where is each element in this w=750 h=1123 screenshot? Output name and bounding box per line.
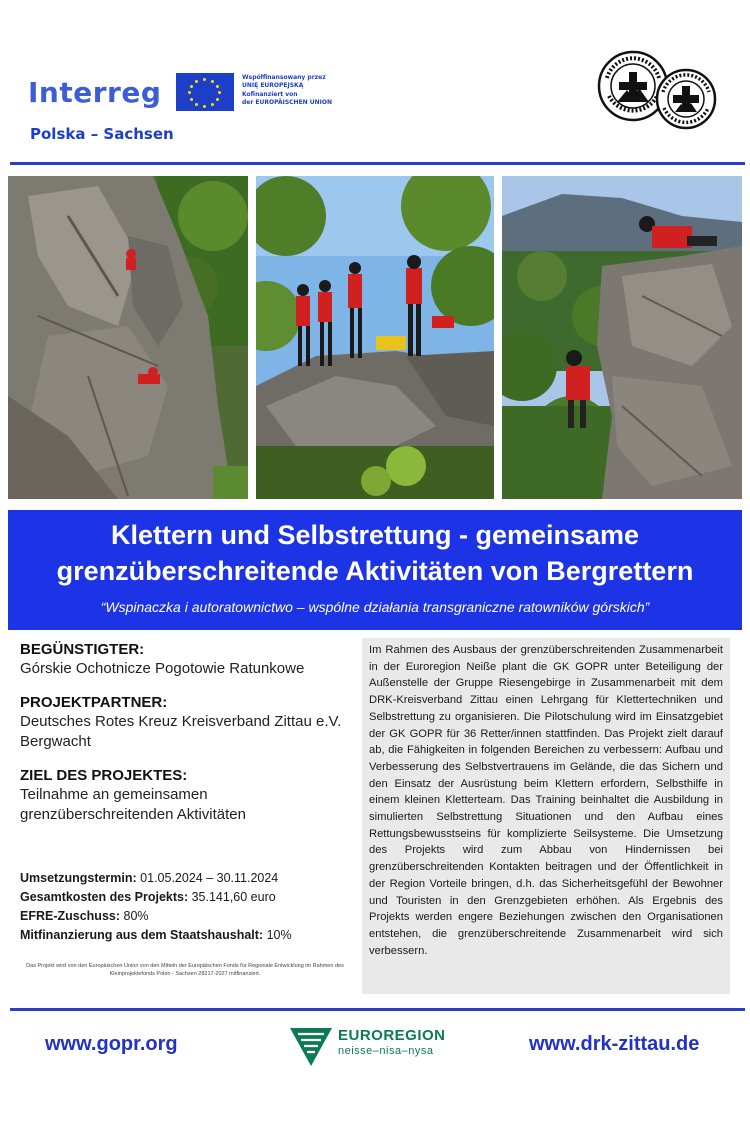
project-facts — [20, 869, 350, 945]
partner-heading: PROJEKTPARTNER: — [20, 694, 168, 711]
fact-value: 35.141,60 euro — [188, 890, 276, 904]
euroregion-subtitle: neisse–nisa–nysa — [338, 1045, 434, 1057]
header-divider — [10, 162, 745, 165]
rock-climbers-photo — [8, 176, 248, 499]
title-banner — [8, 510, 742, 630]
drk-bergwacht-seal-icon — [655, 68, 717, 130]
gopr-website-link[interactable]: www.gopr.org — [45, 1033, 178, 1055]
fact-label: EFRE-Zuschuss: — [20, 909, 121, 923]
eu-line: der EUROPÄISCHEN UNION — [242, 99, 333, 106]
fact-value: 01.05.2024 – 30.11.2024 — [136, 871, 279, 885]
project-info — [20, 640, 350, 839]
euroregion-logo-icon — [288, 1024, 334, 1068]
fact-value: 80% — [120, 909, 149, 923]
beneficiary-section — [20, 640, 350, 679]
fact-row — [20, 888, 350, 907]
eu-cofinancing-text — [242, 74, 352, 107]
partner-section — [20, 693, 350, 752]
fact-row — [20, 869, 350, 888]
eu-line: UNIĘ EUROPEJSKĄ — [242, 82, 304, 89]
euroregion-title: EUROREGION — [338, 1027, 446, 1044]
goal-heading: ZIEL DES PROJEKTES: — [20, 767, 188, 784]
polish-subtitle: “Wspinaczka i autoratownictwo – wspólne działania transgraniczne ratowników górskich” — [100, 599, 650, 615]
drk-website-link[interactable]: www.drk-zittau.de — [529, 1033, 700, 1055]
description-panel — [362, 638, 730, 994]
funding-note: Das Projekt wird von den Europäischen Union von den Mitteln der Europäischen Fonds für Regionale Entwicklung im Rahmen des Kleinprojektefonds Polen - Sachsen 28217-2027 mitfinanziert. — [26, 963, 344, 977]
fact-label: Gesamtkosten des Projekts: — [20, 890, 189, 904]
title-line-2: grenzüberschreitende Aktivitäten von Bergrettern — [56, 556, 694, 586]
beneficiary-heading: BEGÜNSTIGTER: — [20, 641, 145, 658]
fact-label: Mitfinanzierung aus dem Staatshaushalt: — [20, 928, 264, 942]
beneficiary-value: Górskie Ochotnicze Pogotowie Ratunkowe — [20, 660, 305, 677]
eu-line: Kofinanziert von — [242, 91, 298, 98]
climbers-on-rock-edge-photo — [502, 176, 742, 499]
eu-line: Współfinansowany przez — [242, 74, 326, 81]
photo-strip — [8, 176, 742, 499]
eu-flag-icon — [176, 73, 234, 111]
title-line-1: Klettern und Selbstrettung - gemeinsame — [110, 520, 640, 550]
goal-value: Teilnahme an gemeinsamen grenzüberschreitenden Aktivitäten — [20, 786, 246, 823]
rescue-team-on-summit-photo — [256, 176, 494, 499]
fact-label: Umsetzungstermin: — [20, 871, 137, 885]
fact-value: 10% — [263, 928, 292, 942]
header — [0, 0, 750, 165]
interreg-logo: Interreg — [28, 76, 162, 109]
partner-value: Deutsches Rotes Kreuz Kreisverband Zittau e.V. Bergwacht — [20, 713, 342, 750]
project-description: Im Rahmen des Ausbaus der grenzüberschreitenden Zusammenarbeit in der Euroregion Neiße plant die GK GOPR unter Beteiligung der Außenstelle der Gruppe Riesengebirge in Zusammenarbeit mit dem DRK-Kreisverband Zittau einen Lehrgang für Klettertechniken und Selbstrettung zu organisieren. Die Pilotschulung wird im Einsatzgebiet der GK GOPR für 36 Retter/innen stattfinden. Das Projekt zielt darauf ab, die Fähigkeiten in folgenden Bereichen zu verbessern: Aufbau und Verbesserung des Selbstvertrauens im Gelände, die das Sichern und den Einsatz der Ausrüstung beim Klettern erfordern, Selbsthilfe in einem kleinen Kletterteam. Das Training beinhaltet die Ausbildung in simulierten Selbstrettung Situationen und den Aufbau eines Rettungsbewusstseins für komplizierte Seilsysteme. Die Umsetzung des Projekts wird zum Abbau von Hindernissen bei grenzüberschreitenden Kontakten beitragen und der Öffentlichkeit in der Region Vorteile bringen, d.h. das Sicherheitsgefühl der Bewohner und Touristen in den Grenzgebieten erhöhen. Als Ergebnis des Projekts werden engere Beziehungen zwischen den Organisationen entstehen, die grenzüberschreitende Zusammenarbeit wird sich verbessern. — [369, 644, 723, 957]
footer-divider — [10, 1008, 745, 1011]
goal-section — [20, 766, 350, 825]
fact-row — [20, 926, 350, 945]
fact-row — [20, 907, 350, 926]
program-region: Polska – Sachsen — [30, 125, 174, 143]
